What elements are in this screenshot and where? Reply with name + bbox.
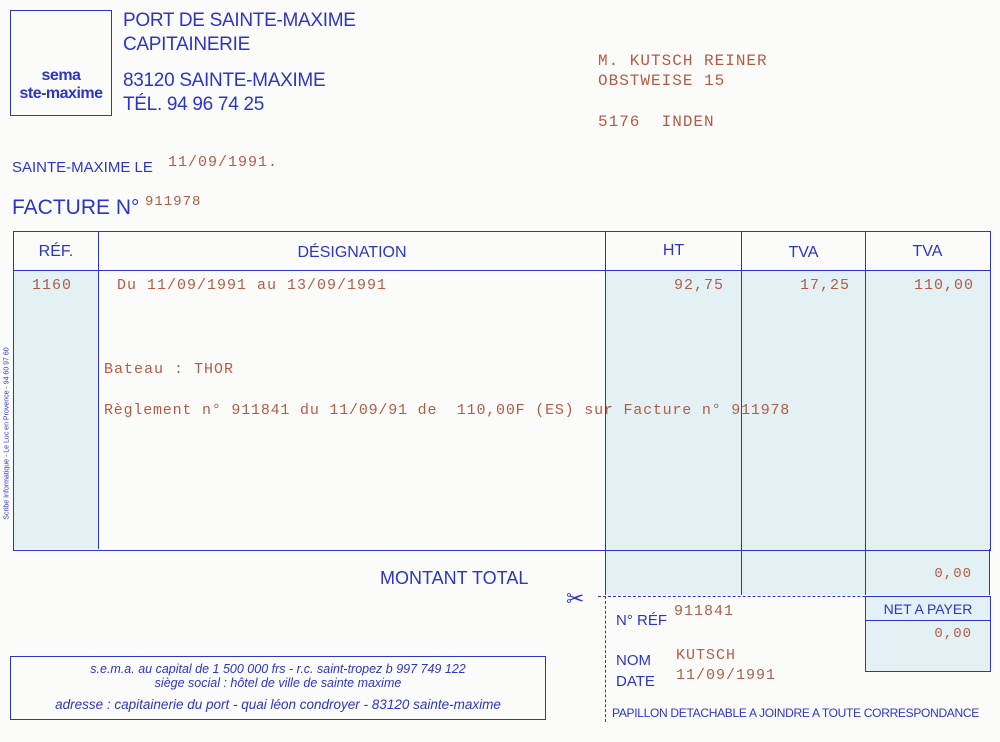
- row-tva-1: 17,25: [799, 277, 850, 294]
- place-date-label: SAINTE-MAXIME LE: [12, 159, 153, 176]
- total-right-edge: [989, 549, 990, 595]
- net-box-divider: [865, 620, 990, 621]
- issuer-line-2: CAPITAINERIE: [123, 34, 250, 55]
- header-ht: HT: [662, 242, 685, 259]
- coupon-ref-value: 911841: [674, 603, 735, 620]
- footer-line-3: adresse : capitainerie du port - quai léon condroyer - 83120 sainte-maxime: [55, 697, 501, 712]
- recipient-street: OBSTWEISE 15: [598, 72, 726, 90]
- total-label: MONTANT TOTAL: [380, 568, 529, 588]
- logo-line-1: sema: [41, 67, 81, 84]
- payment-line: Règlement n° 911841 du 11/09/91 de 110,00F (ES) sur Facture n° 911978: [104, 402, 791, 419]
- issuer-line-3: 83120 SAINTE-MAXIME: [123, 70, 326, 91]
- sema-logo: [10, 10, 112, 116]
- col-divider-ref: [98, 231, 99, 549]
- coupon-nom-value: KUTSCH: [676, 647, 737, 664]
- row-designation: Du 11/09/1991 au 13/09/1991: [117, 277, 388, 294]
- recipient-name: M. KUTSCH REINER: [598, 52, 768, 70]
- coupon-note: PAPILLON DETACHABLE A JOINDRE A TOUTE CORRESPONDANCE: [612, 706, 979, 720]
- footer-line-2: siège social : hôtel de ville de sainte maxime: [154, 676, 402, 690]
- header-tva-1: TVA: [788, 244, 819, 261]
- row-ref: 1160: [32, 277, 73, 294]
- scissors-icon: ✂: [566, 586, 585, 611]
- company-footer: [10, 656, 546, 720]
- coupon-ref-label: N° RÉF: [616, 612, 667, 629]
- footer-line-1: s.e.m.a. au capital de 1 500 000 frs - r.c. saint-tropez b 997 749 122: [90, 662, 466, 676]
- coupon-nom-label: NOM: [616, 652, 651, 669]
- invoice-label: FACTURE N°: [12, 196, 140, 219]
- issuer-line-4: TÉL. 94 96 74 25: [123, 94, 264, 115]
- net-value: 0,00: [934, 626, 972, 642]
- boat-line: Bateau : THOR: [104, 361, 235, 378]
- row-tva-2: 110,00: [913, 277, 974, 294]
- place-date-value: 11/09/1991.: [168, 154, 279, 171]
- coupon-date-label: DATE: [616, 673, 655, 690]
- logo-line-2: ste-maxime: [19, 85, 103, 102]
- header-ref: RÉF.: [38, 243, 74, 260]
- row-ht: 92,75: [673, 277, 724, 294]
- coupon-date-value: 11/09/1991: [676, 667, 777, 684]
- header-tva-2: TVA: [912, 243, 943, 260]
- recipient-city: 5176 INDEN: [598, 113, 715, 131]
- coupon-left-cut: [605, 596, 606, 722]
- issuer-line-1: PORT DE SAINTE-MAXIME: [123, 10, 356, 31]
- total-value: 0,00: [934, 566, 972, 582]
- net-label: NET A PAYER: [883, 601, 973, 617]
- invoice-number: 911978: [145, 194, 202, 210]
- header-designation: DÉSIGNATION: [297, 244, 407, 261]
- side-printer-text: Scribe Informatique - Le Luc en Provence - 94 60 97 60: [3, 347, 11, 520]
- table-header-divider: [13, 270, 990, 271]
